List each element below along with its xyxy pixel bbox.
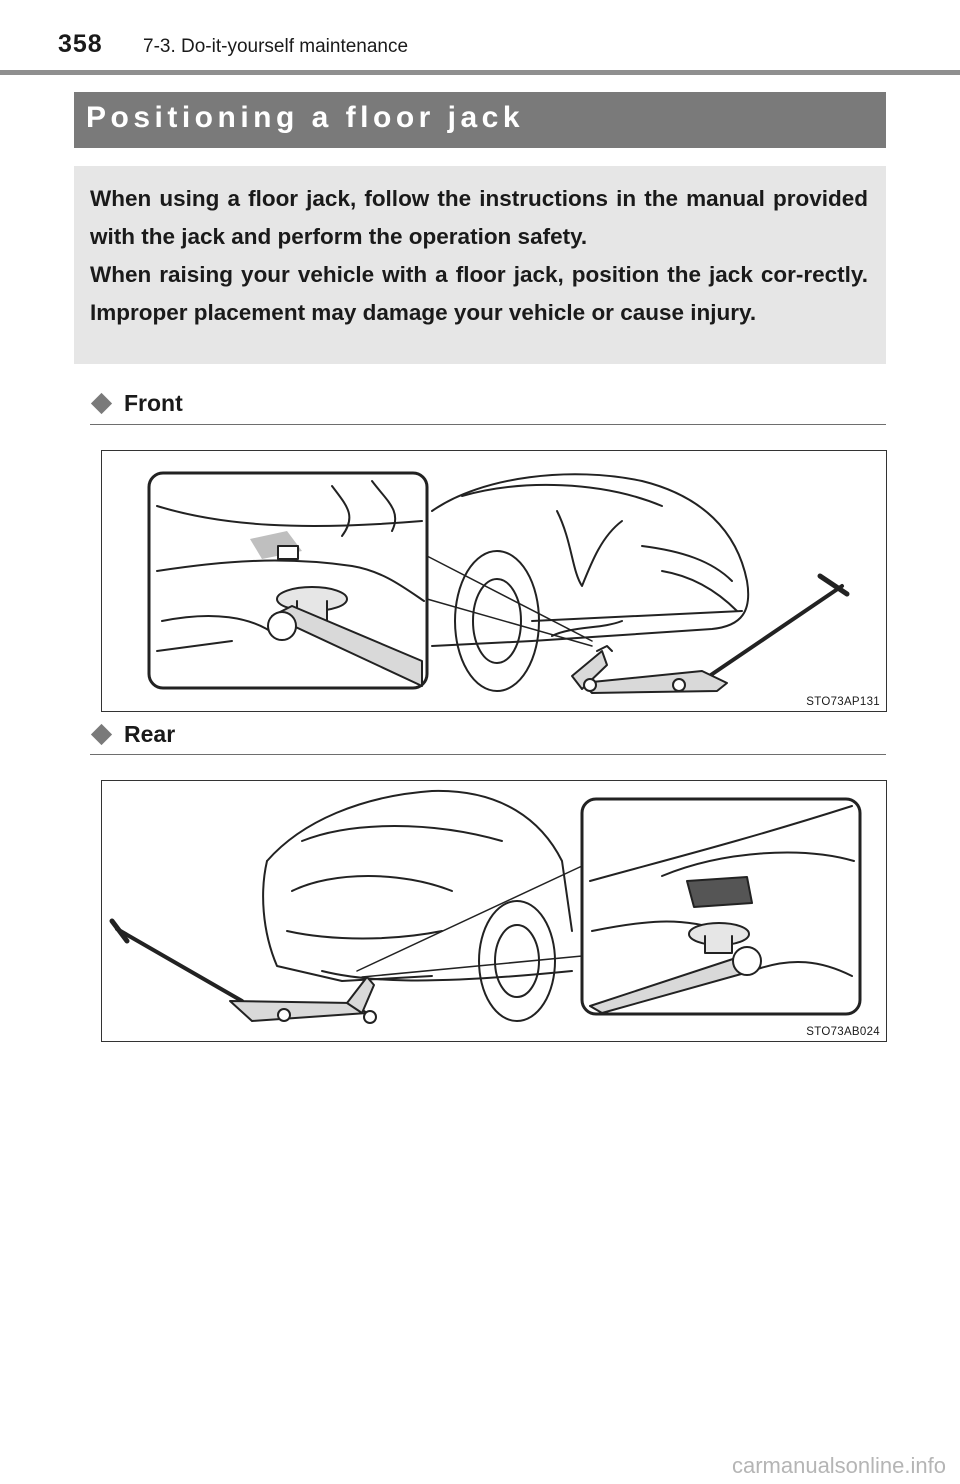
intro-box [74,166,886,364]
jack-point-highlight [687,877,752,907]
header-divider [0,70,960,75]
intro-paragraph: When raising your vehicle with a floor jack, position the jack cor-rectly. Improper placement may damage your vehicle or cause injury. [90,262,868,325]
diamond-bullet-icon [91,393,112,414]
floor-jack [230,1001,367,1021]
front-wheel [455,551,539,691]
subsection-label: Rear [124,721,176,747]
subsection-divider [90,424,886,425]
page-header [0,0,960,76]
chapter-title: 7-3. Do-it-yourself maintenance [143,36,409,57]
floor-jack [582,671,727,693]
intro-paragraph: When using a floor jack, follow the instructions in the manual provided with the jack and perform the operation safety. [90,186,868,249]
diamond-bullet-icon [91,724,112,745]
rear-wheel [479,901,555,1021]
jack-handle [117,929,242,1001]
figure-code: STO73AP131 [806,696,880,708]
inset-callout [582,799,860,1014]
subsection-divider [90,754,886,755]
figure-front-jack-position [101,450,887,712]
rear-jack-illustration [102,781,886,1041]
section-title: Positioning a floor jack [86,101,525,134]
figure-rear-jack-position [101,780,887,1042]
figure-code: STO73AB024 [806,1026,880,1038]
subsection-label: Front [124,390,183,416]
page-number: 358 [58,30,103,58]
watermark: carmanualsonline.info [731,1453,946,1478]
jack-handle [702,586,842,681]
car-body-outline [267,791,572,931]
section-title-bar [74,92,886,148]
front-jack-illustration [102,451,886,711]
